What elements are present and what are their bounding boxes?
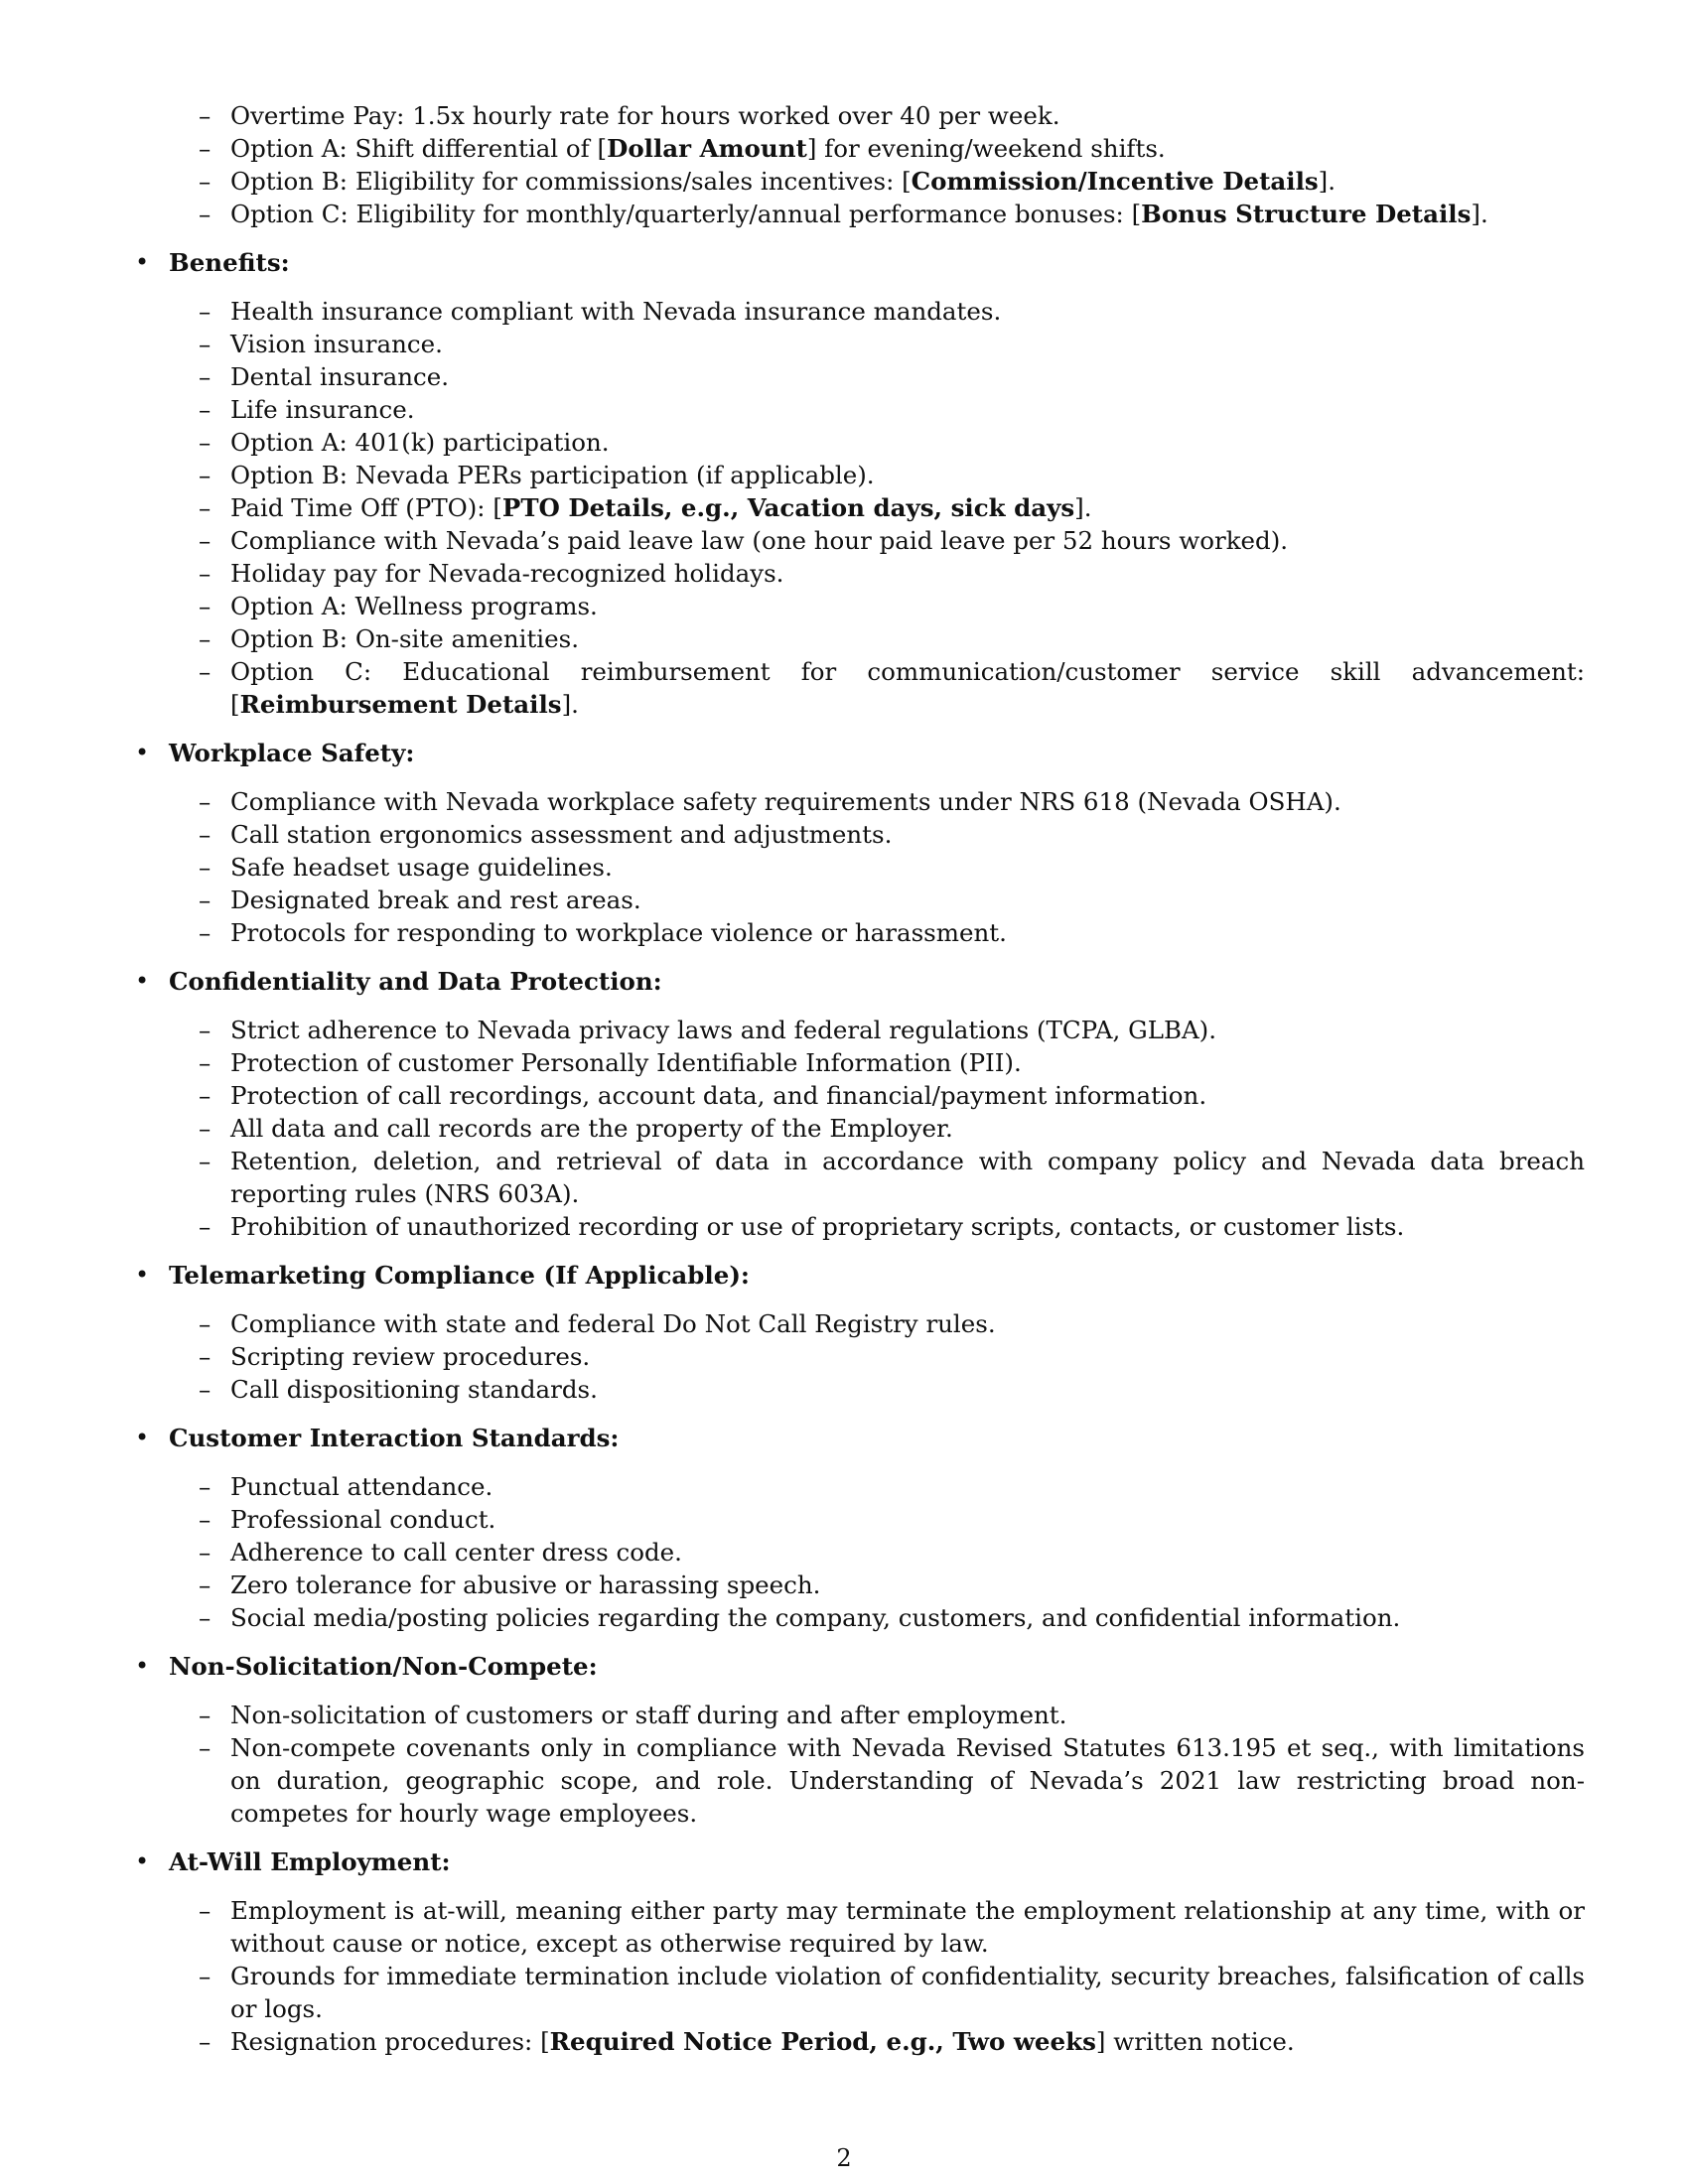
list-item	[169, 328, 1585, 360]
bullet-marker: •	[135, 1261, 150, 1289]
dash-marker: –	[199, 167, 211, 196]
dash-marker: –	[199, 1147, 211, 1175]
item-text: Protection of customer Personally Identifiable Information (PII).	[230, 1048, 1022, 1077]
dash-marker: –	[199, 1962, 211, 1990]
list-item	[169, 1373, 1585, 1406]
item-text: Health insurance compliant with Nevada insurance mandates.	[230, 297, 1002, 326]
item-text-suffix: ] for evening/weekend shifts.	[806, 134, 1166, 163]
dash-marker: –	[199, 1505, 211, 1534]
list-item	[169, 393, 1585, 426]
item-text: Employment is at-will, meaning either party may terminate the employment relationship at any time, with or without cause or notice, except as otherwise required by law.	[230, 1896, 1585, 1958]
item-text-suffix: ].	[561, 690, 579, 719]
item-text: Retention, deletion, and retrieval of data in accordance with company policy and Nevada data breach reporting rules (NRS 603A).	[230, 1147, 1585, 1208]
item-text: Safe headset usage guidelines.	[230, 853, 613, 882]
dash-marker: –	[199, 1375, 211, 1404]
list-item	[169, 884, 1585, 916]
dash-marker: –	[199, 657, 211, 686]
dash-marker: –	[199, 101, 211, 130]
list-item	[169, 524, 1585, 557]
dash-marker: –	[199, 592, 211, 620]
dash-marker: –	[199, 1048, 211, 1077]
placeholder-text: PTO Details, e.g., Vacation days, sick days	[501, 493, 1075, 522]
section-at-will-employment	[135, 1845, 1585, 2058]
dash-marker: –	[199, 2027, 211, 2056]
sub-list	[169, 1699, 1585, 1830]
section-heading: Workplace Safety:	[169, 739, 415, 767]
dash-marker: –	[199, 1570, 211, 1599]
dash-marker: –	[199, 1114, 211, 1143]
continuation-block	[135, 99, 1585, 230]
section-heading: Confidentiality and Data Protection:	[169, 967, 662, 996]
dash-marker: –	[199, 1603, 211, 1632]
sub-list	[169, 785, 1585, 949]
list-item	[169, 1503, 1585, 1536]
placeholder-text: Bonus Structure Details	[1141, 200, 1472, 228]
item-text: Professional conduct.	[230, 1505, 496, 1534]
item-text: Option B: Nevada PERs participation (if applicable).	[230, 461, 875, 489]
bullet-marker: •	[135, 248, 150, 276]
item-text: Resignation procedures: [	[230, 2027, 550, 2056]
item-text: Strict adherence to Nevada privacy laws and federal regulations (TCPA, GLBA).	[230, 1016, 1217, 1044]
continuation-sub-list	[135, 99, 1585, 230]
item-text: Option A: Shift differential of [	[230, 134, 608, 163]
list-item	[169, 1145, 1585, 1210]
dash-marker: –	[199, 461, 211, 489]
list-item	[169, 360, 1585, 393]
item-text: Option A: 401(k) participation.	[230, 428, 610, 457]
item-text: Life insurance.	[230, 395, 415, 424]
item-text-suffix: ].	[1074, 493, 1092, 522]
dash-marker: –	[199, 1016, 211, 1044]
bullet-marker: •	[135, 1652, 150, 1680]
sub-list	[169, 295, 1585, 721]
list-item	[169, 1699, 1585, 1731]
dash-marker: –	[199, 1309, 211, 1338]
item-text: Option C: Educational reimbursement for communication/customer service skill advancement: [	[230, 657, 1585, 719]
item-text: Designated break and rest areas.	[230, 886, 641, 914]
section-customer-interaction-standards	[135, 1422, 1585, 1634]
list-item	[169, 1470, 1585, 1503]
item-text: Adherence to call center dress code.	[230, 1538, 682, 1567]
item-text: Holiday pay for Nevada-recognized holidays.	[230, 559, 784, 588]
list-item	[169, 851, 1585, 884]
item-text: Overtime Pay: 1.5x hourly rate for hours worked over 40 per week.	[230, 101, 1060, 130]
bullet-marker: •	[135, 967, 150, 995]
list-item	[169, 295, 1585, 328]
list-item	[169, 785, 1585, 818]
section-list	[135, 99, 1585, 2058]
item-text: Non-compete covenants only in compliance with Nevada Revised Statutes 613.195 et seq., with limitations on duration, geographic scope, and role. Understanding of Nevada’s 2021 law restricting broad non-competes for hourly wage employees.	[230, 1733, 1585, 1828]
item-text: Scripting review procedures.	[230, 1342, 591, 1371]
bullet-marker: •	[135, 1424, 150, 1451]
bullet-marker: •	[135, 1847, 150, 1875]
placeholder-text: Dollar Amount	[607, 134, 807, 163]
section-non-solicitation-non-compete	[135, 1650, 1585, 1830]
dash-marker: –	[199, 1472, 211, 1501]
item-text: Dental insurance.	[230, 362, 450, 391]
dash-marker: –	[199, 853, 211, 882]
list-item	[169, 557, 1585, 590]
dash-marker: –	[199, 1896, 211, 1925]
placeholder-text: Reimbursement Details	[239, 690, 562, 719]
dash-marker: –	[199, 820, 211, 849]
section-heading: Telemarketing Compliance (If Applicable):	[169, 1261, 750, 1290]
item-text: Call station ergonomics assessment and adjustments.	[230, 820, 893, 849]
dash-marker: –	[199, 1081, 211, 1110]
list-item	[169, 1894, 1585, 1960]
list-item	[169, 818, 1585, 851]
item-text: Option B: On-site amenities.	[230, 624, 579, 653]
list-item	[169, 1536, 1585, 1569]
item-text: Punctual attendance.	[230, 1472, 493, 1501]
list-item	[169, 1112, 1585, 1145]
list-item	[135, 198, 1585, 230]
sub-list	[169, 1894, 1585, 2058]
item-text-suffix: ].	[1471, 200, 1488, 228]
item-text: Option C: Eligibility for monthly/quarterly/annual performance bonuses: [	[230, 200, 1142, 228]
dash-marker: –	[199, 1701, 211, 1729]
section-benefits	[135, 246, 1585, 721]
item-text-suffix: ] written notice.	[1095, 2027, 1295, 2056]
list-item	[135, 165, 1585, 198]
list-item	[169, 491, 1585, 524]
dash-marker: –	[199, 330, 211, 358]
list-item	[169, 622, 1585, 655]
item-text: Prohibition of unauthorized recording or use of proprietary scripts, contacts, or customer lists.	[230, 1212, 1405, 1241]
section-confidentiality-and-data-protection	[135, 965, 1585, 1243]
page-number: 2	[836, 2144, 852, 2172]
dash-marker: –	[199, 1342, 211, 1371]
list-item	[169, 1307, 1585, 1340]
item-text: Social media/posting policies regarding the company, customers, and confidential information.	[230, 1603, 1401, 1632]
dash-marker: –	[199, 395, 211, 424]
item-text: Vision insurance.	[230, 330, 443, 358]
dash-marker: –	[199, 918, 211, 947]
dash-marker: –	[199, 787, 211, 816]
item-text: Paid Time Off (PTO): [	[230, 493, 502, 522]
section-workplace-safety	[135, 737, 1585, 949]
item-text: Protection of call recordings, account data, and financial/payment information.	[230, 1081, 1207, 1110]
section-telemarketing-compliance-if-applicable	[135, 1259, 1585, 1406]
list-item	[169, 2025, 1585, 2058]
placeholder-text: Commission/Incentive Details	[911, 167, 1319, 196]
item-text: Call dispositioning standards.	[230, 1375, 598, 1404]
list-item	[169, 1569, 1585, 1601]
dash-marker: –	[199, 200, 211, 228]
document-body	[135, 99, 1585, 2058]
dash-marker: –	[199, 886, 211, 914]
dash-marker: –	[199, 134, 211, 163]
placeholder-text: Required Notice Period, e.g., Two weeks	[549, 2027, 1096, 2056]
list-item	[169, 655, 1585, 721]
dash-marker: –	[199, 624, 211, 653]
item-text: Compliance with Nevada workplace safety requirements under NRS 618 (Nevada OSHA).	[230, 787, 1341, 816]
item-text: Compliance with Nevada’s paid leave law (one hour paid leave per 52 hours worked).	[230, 526, 1289, 555]
list-item	[135, 99, 1585, 132]
list-item	[169, 1079, 1585, 1112]
section-heading: Benefits:	[169, 248, 290, 277]
section-heading: At-Will Employment:	[169, 1847, 451, 1876]
bullet-marker: •	[135, 739, 150, 766]
list-item	[169, 459, 1585, 491]
sub-list	[169, 1014, 1585, 1243]
item-text: Protocols for responding to workplace violence or harassment.	[230, 918, 1007, 947]
dash-marker: –	[199, 362, 211, 391]
item-text: Grounds for immediate termination include violation of confidentiality, security breaches, falsification of calls or logs.	[230, 1962, 1585, 2023]
dash-marker: –	[199, 297, 211, 326]
list-item	[169, 1210, 1585, 1243]
sub-list	[169, 1470, 1585, 1634]
dash-marker: –	[199, 559, 211, 588]
section-heading: Customer Interaction Standards:	[169, 1424, 620, 1452]
item-text: Option A: Wellness programs.	[230, 592, 598, 620]
list-item	[169, 1960, 1585, 2025]
item-text-suffix: ].	[1318, 167, 1336, 196]
list-item	[169, 1731, 1585, 1830]
list-item	[169, 1601, 1585, 1634]
dash-marker: –	[199, 1538, 211, 1567]
dash-marker: –	[199, 493, 211, 522]
list-item	[169, 590, 1585, 622]
dash-marker: –	[199, 428, 211, 457]
item-text: Zero tolerance for abusive or harassing speech.	[230, 1570, 821, 1599]
section-heading: Non-Solicitation/Non-Compete:	[169, 1652, 598, 1681]
dash-marker: –	[199, 526, 211, 555]
dash-marker: –	[199, 1212, 211, 1241]
item-text: Compliance with state and federal Do Not Call Registry rules.	[230, 1309, 996, 1338]
item-text: Non-solicitation of customers or staff during and after employment.	[230, 1701, 1067, 1729]
list-item	[169, 916, 1585, 949]
list-item	[135, 132, 1585, 165]
list-item	[169, 426, 1585, 459]
list-item	[169, 1340, 1585, 1373]
sub-list	[169, 1307, 1585, 1406]
item-text: All data and call records are the property of the Employer.	[230, 1114, 953, 1143]
list-item	[169, 1046, 1585, 1079]
dash-marker: –	[199, 1733, 211, 1762]
list-item	[169, 1014, 1585, 1046]
item-text: Option B: Eligibility for commissions/sales incentives: [	[230, 167, 912, 196]
